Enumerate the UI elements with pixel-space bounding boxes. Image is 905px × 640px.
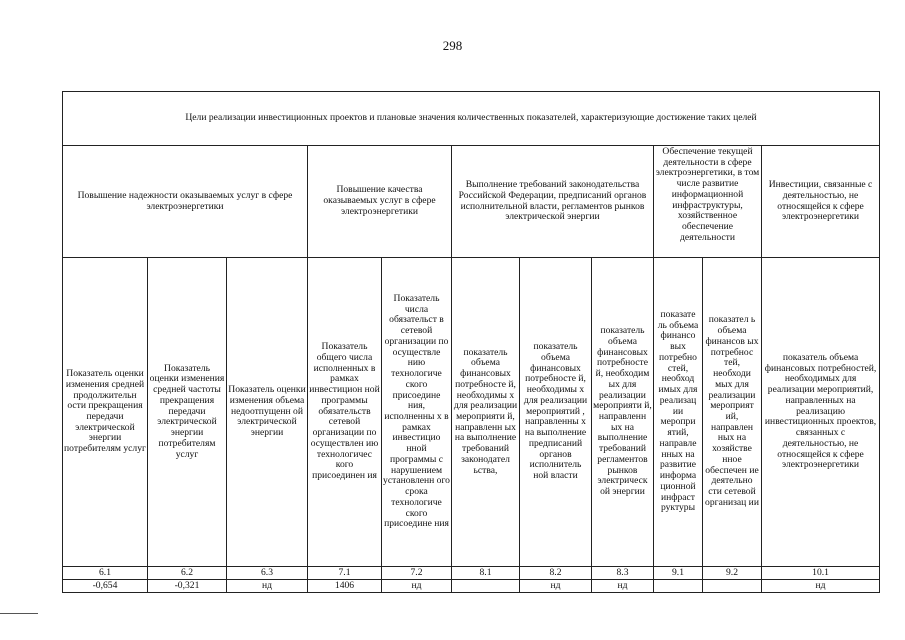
value-cell: -0,654 [63,580,148,593]
value-cell: нд [520,580,592,593]
margin-line [0,613,38,614]
indicator-6-3: Показатель оценки изменения объема недоотпущенн ой электрической энергии [227,258,308,567]
indicator-7-2: Показатель числа обязательст в сетевой организации по осуществле нию технологиче ского присоедине ния, исполненны х в рамках инвестицио нной программы с нарушением установленн ого срока технологиче ского присоедине ния [382,258,452,567]
indicator-9-1: показате ль объема финансо вых потребно стей, необход имых для реализац ии меропри ятий, направле нных на развитие информа ционной инфраст руктуры [654,258,703,567]
indicator-8-2: показатель объема финансовых потребносте й, необходимы х для реализации мероприятий , направленны х на выполнение предписаний органов исполнитель ной власти [520,258,592,567]
column-number: 9.2 [703,567,762,580]
investment-goals-table [62,91,880,593]
value-cell [703,580,762,593]
column-number: 7.2 [382,567,452,580]
column-number: 9.1 [654,567,703,580]
indicator-6-1: Показатель оценки изменения средней продолжительн ости прекращения передачи электрической энергии потребителям услуг [63,258,148,567]
indicator-6-2: Показатель оценки изменения средней частоты прекращения передачи электрической энергии потребителям услуг [148,258,227,567]
column-number: 10.1 [762,567,880,580]
group-legal-requirements: Выполнение требований законодательства Российской Федерации, предписаний органов исполнительной власти, регламентов рынков электрической энергии [452,146,654,258]
column-number: 8.3 [592,567,654,580]
indicator-10-1: показатель объема финансовых потребностей, необходимых для реализации мероприятий, направленных на реализацию инвестиционных проектов, связанных с деятельностью, не относящейся к сфере электроэнергетики [762,258,880,567]
column-number: 7.1 [308,567,382,580]
table-title: Цели реализации инвестиционных проектов и плановые значения количественных показателей, характеризующие достижение таких целей [63,92,880,146]
value-cell: 1406 [308,580,382,593]
indicator-9-2: показател ь объема финансов ых потребнос тей, необходи мых для реализации мероприят ий, направлен ных на хозяйстве нное обеспечен ие деятельно сти сетевой организац ии [703,258,762,567]
group-quality: Повышение качества оказываемых услуг в сфере электроэнергетики [308,146,452,258]
value-cell: нд [382,580,452,593]
group-current-activity: Обеспечение текущей деятельности в сфере электроэнергетики, в том числе развитие информационной инфраструктуры, хозяйственное обеспечение деятельности [654,146,762,258]
value-cell: нд [592,580,654,593]
indicator-8-1: показатель объема финансовых потребносте й, необходимы х для реализации мероприяти й, направленн ых на выполнение требований законодател ьства, [452,258,520,567]
column-number: 8.2 [520,567,592,580]
value-cell: нд [227,580,308,593]
column-number: 6.2 [148,567,227,580]
page-number: 298 [442,38,463,53]
value-cell [452,580,520,593]
indicator-8-3: показатель объема финансовых потребносте й, необходим ых для реализации мероприяти й, направленн ых на выполнение требований регламентов рынков электрическ ой энергии [592,258,654,567]
column-number: 6.1 [63,567,148,580]
column-number: 8.1 [452,567,520,580]
value-cell: -0,321 [148,580,227,593]
group-reliability: Повышение надежности оказываемых услуг в сфере электроэнергетики [63,146,308,258]
indicator-7-1: Показатель общего числа исполненных в рамках инвестицион ной программы обязательств сетевой организации по осуществлен ию технологичес кого присоединен ия [308,258,382,567]
group-non-energy-investments: Инвестиции, связанные с деятельностью, не относящейся к сфере электроэнергетики [762,146,880,258]
value-cell: нд [762,580,880,593]
column-number: 6.3 [227,567,308,580]
value-cell [654,580,703,593]
